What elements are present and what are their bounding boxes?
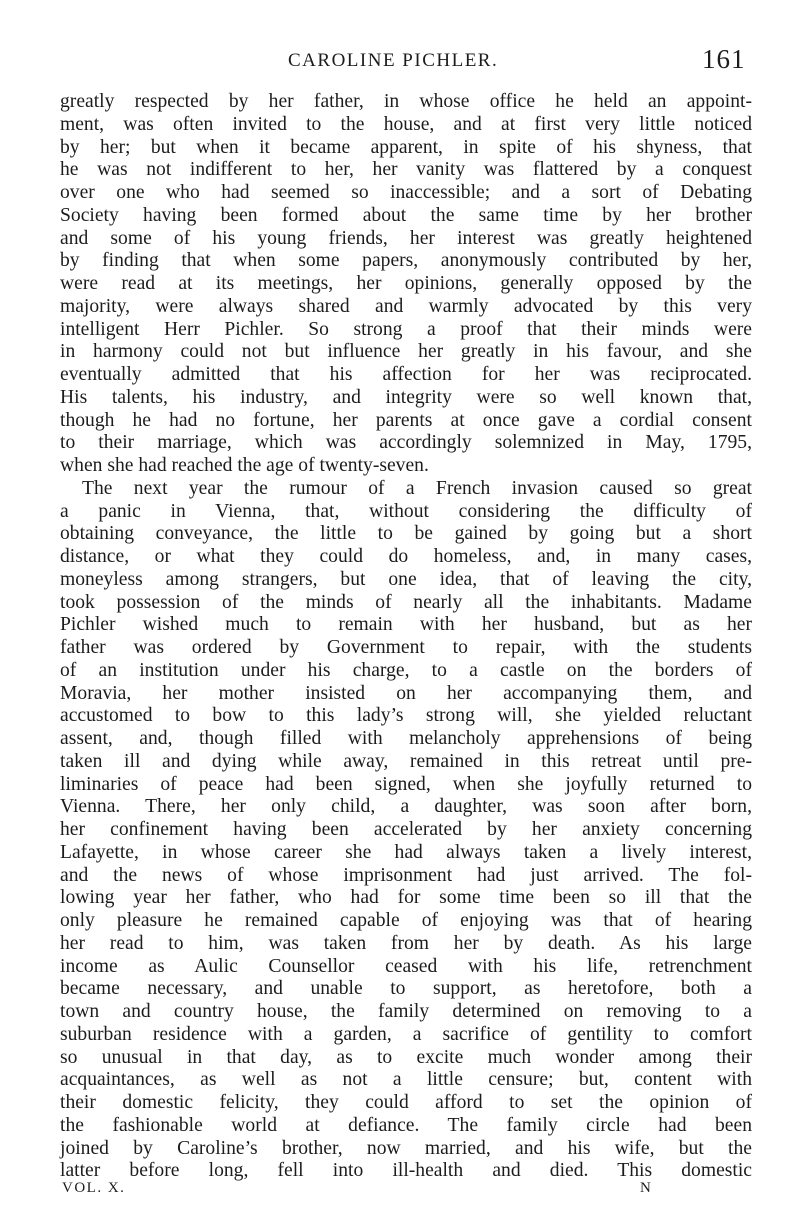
page-number: 161 xyxy=(702,44,746,74)
text-line: liminaries of peace had been signed, when she joyfully returned to xyxy=(60,773,752,795)
text-line: Pichler wished much to remain with her husband, but as her xyxy=(60,614,752,636)
text-line: Moravia, her mother insisted on her accompanying them, and xyxy=(60,682,752,704)
text-line: by her; but when it became apparent, in spite of his shyness, that xyxy=(60,136,752,158)
paragraph-start-line: The next year the rumour of a French invasion caused so great xyxy=(82,477,752,499)
text-line: he was not indifferent to her, her vanity was flattered by a conquest xyxy=(60,159,752,181)
text-line: town and country house, the family determined on removing to a xyxy=(60,1001,752,1022)
text-line: Lafayette, in whose career she had always taken a lively interest, xyxy=(60,841,752,863)
text-line: intelligent Herr Pichler. So strong a proof that their minds were xyxy=(60,318,752,340)
text-line: ment, was often invited to the house, and at first very little noticed xyxy=(60,113,752,135)
text-line: joined by Caroline’s brother, now married, and his wife, but the xyxy=(60,1137,752,1159)
running-title: CAROLINE PICHLER. xyxy=(288,50,499,71)
text-line: their domestic felicity, they could afford to set the opinion of xyxy=(60,1092,752,1113)
text-line: a panic in Vienna, that, without considering the difficulty of xyxy=(60,500,752,522)
text-line: majority, were always shared and warmly advocated by this very xyxy=(60,295,752,317)
text-line: the fashionable world at defiance. The family circle had been xyxy=(60,1114,752,1136)
text-line: father was ordered by Government to repair, with the students xyxy=(60,637,752,658)
text-line: her confinement having been accelerated by her anxiety concerning xyxy=(60,819,752,840)
text-line: only pleasure he remained capable of enjoying was that of hearing xyxy=(60,910,752,931)
running-head xyxy=(0,44,807,78)
text-line: accustomed to bow to this lady’s strong will, she yielded reluctant xyxy=(60,705,752,727)
text-line: assent, and, though filled with melancholy apprehensions of being xyxy=(60,728,752,749)
text-line: obtaining conveyance, the little to be gained by going but a short xyxy=(60,523,752,545)
text-line: over one who had seemed so inaccessible; and a sort of Debating xyxy=(60,182,752,203)
text-line: Vienna. There, her only child, a daughter, was soon after born, xyxy=(60,796,752,818)
text-line: her read to him, was taken from her by death. As his large xyxy=(60,932,752,954)
text-line: income as Aulic Counsellor ceased with his life, retrenchment xyxy=(60,955,752,977)
text-line: took possession of the minds of nearly all the inhabitants. Madame xyxy=(60,591,752,613)
text-line: suburban residence with a garden, a sacrifice of gentility to comfort xyxy=(60,1023,752,1045)
text-line: latter before long, fell into ill-health and died. This domestic xyxy=(60,1160,752,1182)
text-line: became necessary, and unable to support, as heretofore, both a xyxy=(60,978,752,1000)
text-line: so unusual in that day, as to excite much wonder among their xyxy=(60,1046,752,1068)
body-text xyxy=(60,91,752,1183)
text-line: acquaintances, as well as not a little censure; but, content with xyxy=(60,1069,752,1091)
text-line: Society having been formed about the same time by her brother xyxy=(60,204,752,226)
text-line: eventually admitted that his affection for her was reciprocated. xyxy=(60,364,752,385)
text-line: though he had no fortune, her parents at once gave a cordial consent xyxy=(60,409,752,431)
text-line: of an institution under his charge, to a castle on the borders of xyxy=(60,659,752,681)
paragraph-end-line: when she had reached the age of twenty-seven. xyxy=(60,455,429,476)
text-line: to their marriage, which was accordingly solemnized in May, 1795, xyxy=(60,432,752,454)
text-line: were read at its meetings, her opinions, generally opposed by the xyxy=(60,273,752,294)
page-footer xyxy=(0,1180,807,1204)
text-line: and the news of whose imprisonment had just arrived. The fol- xyxy=(60,864,752,886)
text-line: by finding that when some papers, anonymously contributed by her, xyxy=(60,250,752,272)
sheet-signature-letter: N xyxy=(640,1180,651,1196)
text-line: taken ill and dying while away, remained in this retreat until pre- xyxy=(60,750,752,772)
text-line: His talents, his industry, and integrity were so well known that, xyxy=(60,386,752,408)
text-line: lowing year her father, who had for some time been so ill that the xyxy=(60,887,752,909)
text-line: greatly respected by her father, in whose office he held an appoint- xyxy=(60,91,752,112)
text-line: and some of his young friends, her interest was greatly heightened xyxy=(60,227,752,249)
text-line: in harmony could not but influence her greatly in his favour, and she xyxy=(60,341,752,363)
volume-signature: VOL. X. xyxy=(62,1180,126,1196)
text-line: moneyless among strangers, but one idea, that of leaving the city, xyxy=(60,568,752,590)
text-line: distance, or what they could do homeless, and, in many cases, xyxy=(60,546,752,567)
